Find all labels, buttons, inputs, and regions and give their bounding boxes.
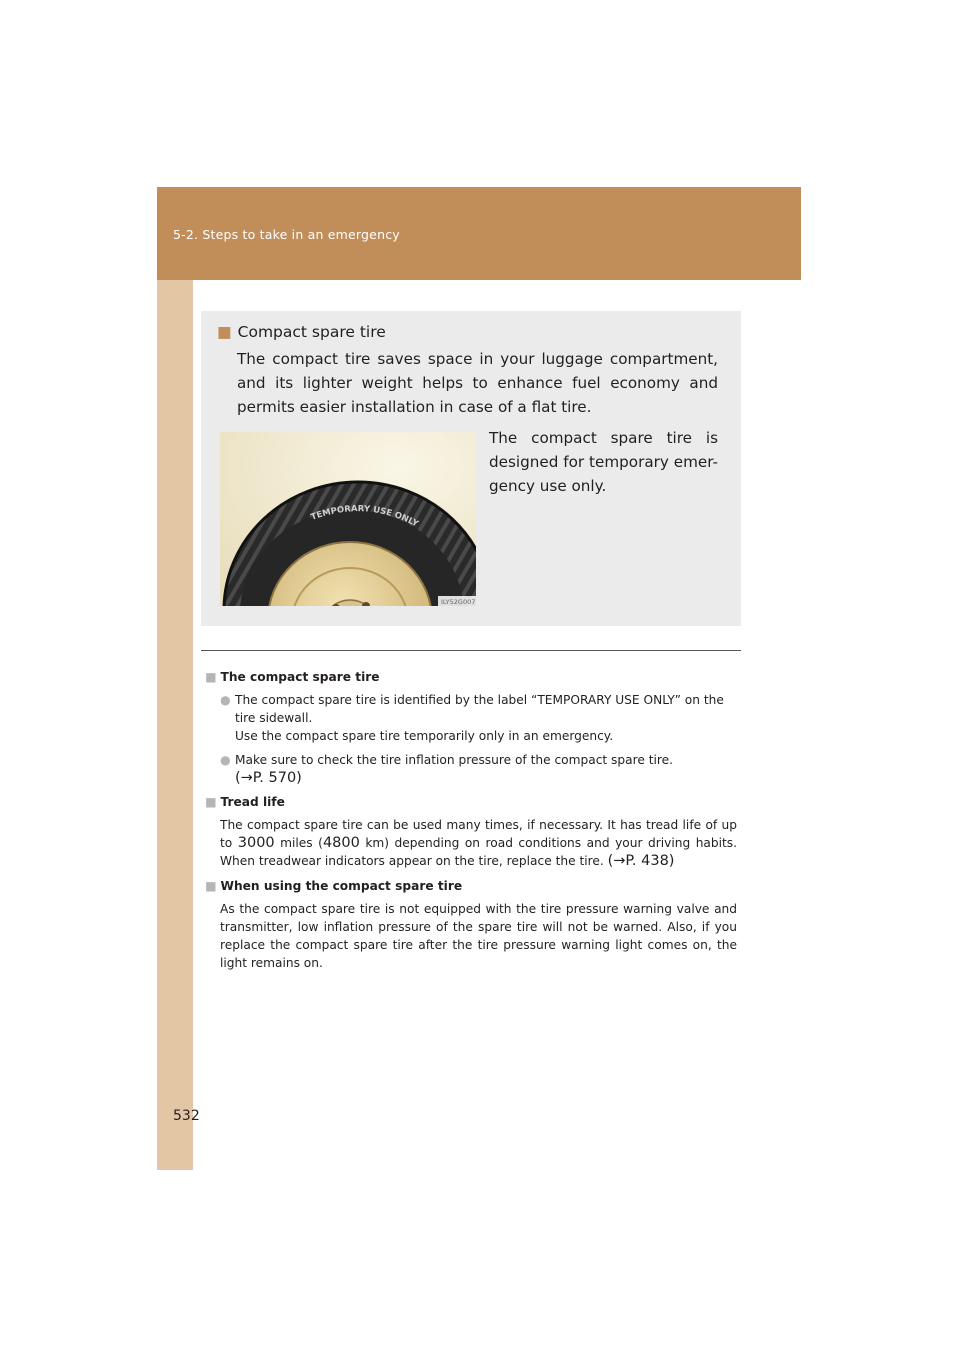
list-item — [220, 751, 737, 787]
sidewall-label: TEMPORARY USE ONLY — [309, 504, 420, 530]
image-caption: The compact spare tire is designed for temporary emer-gency use only. — [489, 429, 718, 495]
page-reference: (→P. 570) — [235, 770, 302, 786]
section-title: 5-2. Steps to take in an emergency — [173, 227, 400, 242]
page-number: 532 — [173, 1108, 200, 1124]
note-heading-tread-life — [205, 793, 737, 811]
section-divider — [201, 650, 741, 651]
bullet-text: The compact spare tire is identified by the label “TEMPORARY USE ONLY” on the tire sidewall. — [235, 693, 724, 725]
note-tread-life — [205, 793, 737, 870]
square-bullet-icon: ■ — [217, 323, 232, 341]
box-intro-text: The compact tire saves space in your luggage compartment, and its lighter weight helps to enhance fuel economy and permits easier installation in case of a flat tire. — [237, 350, 718, 416]
km-value: 4800 — [322, 835, 360, 851]
square-bullet-icon: ■ — [205, 670, 217, 684]
compact-spare-tire-image — [220, 432, 476, 606]
note-heading-compact-spare — [205, 668, 737, 686]
info-box — [201, 311, 741, 626]
miles-value: 3000 — [237, 835, 275, 851]
note-compact-spare — [205, 668, 737, 787]
text-span: miles ( — [274, 836, 323, 850]
note-using-spare — [205, 877, 737, 972]
square-bullet-icon: ■ — [205, 879, 217, 893]
note-heading-text: When using the compact spare tire — [220, 879, 463, 893]
box-title — [217, 323, 386, 341]
image-code: ILY52G007 — [441, 598, 476, 606]
list-item — [220, 691, 737, 745]
note-paragraph: As the compact spare tire is not equipped with the tire pressure warning valve and transmitter, low inflation pressure of the spare tire will not be warned. Also, if you replace the compact spare tire after the tire pressure warning light comes on, the light remains on. — [220, 902, 737, 970]
page-reference: (→P. 438) — [607, 853, 675, 869]
side-margin-strip — [157, 187, 193, 1170]
notes-section — [205, 668, 737, 979]
note-heading-text: The compact spare tire — [220, 670, 380, 684]
text-span: The compact spare tire can be used many times, if necessary. It has tread life of up to — [220, 818, 737, 850]
square-bullet-icon: ■ — [205, 795, 217, 809]
text-span: km) depending on road conditions and your driving habits. When treadwear indicators appear on the tire, replace the tire. — [220, 836, 738, 868]
circle-bullet-icon: ● — [220, 693, 231, 707]
note-heading-using-spare — [205, 877, 737, 895]
box-title-text: Compact spare tire — [237, 323, 386, 341]
circle-bullet-icon: ● — [220, 753, 231, 767]
tire-illustration — [220, 432, 476, 606]
note-paragraph — [220, 816, 737, 870]
note-heading-text: Tread life — [220, 795, 285, 809]
bullet-text: Make sure to check the tire inflation pressure of the compact spare tire. — [235, 753, 674, 767]
bullet-text: Use the compact spare tire temporarily only in an emergency. — [235, 729, 614, 743]
